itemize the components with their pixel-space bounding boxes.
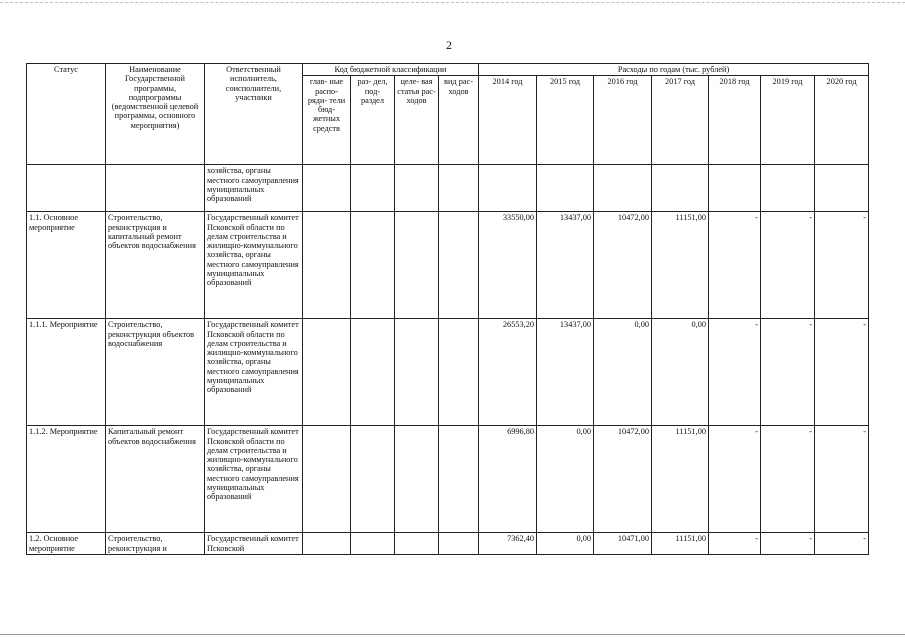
cell-status	[27, 165, 106, 212]
cell-value	[537, 165, 594, 212]
cell-value	[815, 165, 869, 212]
cell-status: 1.1.2. Мероприятие	[27, 426, 106, 533]
cell-value	[594, 165, 652, 212]
header-code-main-manager: глав- ные распо- ряди- тели бюд- жетных средств	[303, 76, 351, 165]
cell-value-2017: 11151,00	[652, 212, 709, 319]
cell-value	[479, 165, 537, 212]
cell-value-2018: -	[709, 426, 761, 533]
cell-code	[351, 533, 395, 555]
cell-value-2015: 0,00	[537, 533, 594, 555]
cell-code	[303, 319, 351, 426]
cell-status: 1.1.1. Мероприятие	[27, 319, 106, 426]
cell-value-2018: -	[709, 319, 761, 426]
header-status: Статус	[27, 64, 106, 165]
cell-value-2020: -	[815, 212, 869, 319]
cell-value-2020: -	[815, 533, 869, 555]
cell-code	[395, 533, 439, 555]
cell-executor: Государственный комитет Псковской области по делам строительства и жилищно-коммунального хозяйства, органы местного самоуправления муниципальных образований	[205, 212, 303, 319]
cell-executor: Государственный комитет Псковской	[205, 533, 303, 555]
cell-name: Строительство, реконструкция объектов водоснабжения	[106, 319, 205, 426]
cell-code	[303, 533, 351, 555]
header-executor: Ответственный исполнитель, соисполнители, участники	[205, 64, 303, 165]
cell-value-2015: 13437,00	[537, 319, 594, 426]
top-edge-line	[0, 2, 905, 3]
cell-value-2014: 6996,80	[479, 426, 537, 533]
cell-code	[395, 212, 439, 319]
header-year-2015: 2015 год	[537, 76, 594, 165]
table-row	[27, 426, 869, 533]
cell-name: Строительство, реконструкция и капитальный ремонт объектов водоснабжения	[106, 212, 205, 319]
cell-code	[439, 319, 479, 426]
cell-code	[395, 165, 439, 212]
cell-value-2015: 13437,00	[537, 212, 594, 319]
cell-code	[351, 212, 395, 319]
cell-value-2014: 7362,40	[479, 533, 537, 555]
cell-code	[439, 533, 479, 555]
cell-value-2016: 10472,00	[594, 212, 652, 319]
table-row-continuation	[27, 165, 869, 212]
cell-code	[439, 165, 479, 212]
cell-value	[709, 165, 761, 212]
cell-value-2015: 0,00	[537, 426, 594, 533]
header-year-2020: 2020 год	[815, 76, 869, 165]
cell-value-2016: 0,00	[594, 319, 652, 426]
header-year-2014: 2014 год	[479, 76, 537, 165]
budget-table	[26, 63, 869, 555]
cell-value-2017: 11151,00	[652, 426, 709, 533]
page-number: 2	[446, 38, 452, 52]
cell-value-2018: -	[709, 533, 761, 555]
cell-code	[395, 319, 439, 426]
header-code-expense-type: вид рас- ходов	[439, 76, 479, 165]
cell-executor: Государственный комитет Псковской области по делам строительства и жилищно-коммунального хозяйства, органы местного самоуправления муниципальных образований	[205, 426, 303, 533]
cell-code	[351, 165, 395, 212]
cell-value	[652, 165, 709, 212]
cell-executor: хозяйства, органы местного самоуправления муниципальных образований	[205, 165, 303, 212]
cell-value-2017: 0,00	[652, 319, 709, 426]
cell-code	[303, 165, 351, 212]
table-row	[27, 319, 869, 426]
cell-name	[106, 165, 205, 212]
cell-value-2016: 10471,00	[594, 533, 652, 555]
header-code-target-article: целе- вая статья рас- ходов	[395, 76, 439, 165]
cell-value	[761, 165, 815, 212]
cell-name: Капитальный ремонт объектов водоснабжения	[106, 426, 205, 533]
header-year-2019: 2019 год	[761, 76, 815, 165]
cell-code	[303, 212, 351, 319]
header-name: Наименование Государственной программы, подпрограммы (ведомственной целевой программы, основного мероприятия)	[106, 64, 205, 165]
cell-value-2018: -	[709, 212, 761, 319]
header-year-2017: 2017 год	[652, 76, 709, 165]
header-year-2016: 2016 год	[594, 76, 652, 165]
cell-code	[351, 319, 395, 426]
cell-value-2020: -	[815, 426, 869, 533]
cell-code	[303, 426, 351, 533]
header-year-2018: 2018 год	[709, 76, 761, 165]
header-budget-code: Код бюджетной классификации	[303, 64, 479, 76]
cell-code	[439, 426, 479, 533]
header-row-1	[27, 64, 869, 76]
cell-code	[439, 212, 479, 319]
table-row	[27, 533, 869, 555]
cell-value-2019: -	[761, 426, 815, 533]
cell-value-2019: -	[761, 533, 815, 555]
cell-value-2017: 11151,00	[652, 533, 709, 555]
header-expenses: Расходы по годам (тыс. рублей)	[479, 64, 869, 76]
cell-name: Строительство, реконструкция и	[106, 533, 205, 555]
header-code-section: раз- дел, под- раздел	[351, 76, 395, 165]
cell-value-2019: -	[761, 212, 815, 319]
cell-executor: Государственный комитет Псковской области по делам строительства и жилищно-коммунального хозяйства, органы местного самоуправления муниципальных образований	[205, 319, 303, 426]
cell-value-2014: 26553,20	[479, 319, 537, 426]
cell-code	[395, 426, 439, 533]
cell-value-2020: -	[815, 319, 869, 426]
table-row	[27, 212, 869, 319]
cell-value-2019: -	[761, 319, 815, 426]
bottom-edge-line	[0, 634, 905, 635]
cell-status: 1.1. Основное мероприятие	[27, 212, 106, 319]
cell-status: 1.2. Основное мероприятие	[27, 533, 106, 555]
cell-value-2016: 10472,00	[594, 426, 652, 533]
cell-code	[351, 426, 395, 533]
cell-value-2014: 33550,00	[479, 212, 537, 319]
